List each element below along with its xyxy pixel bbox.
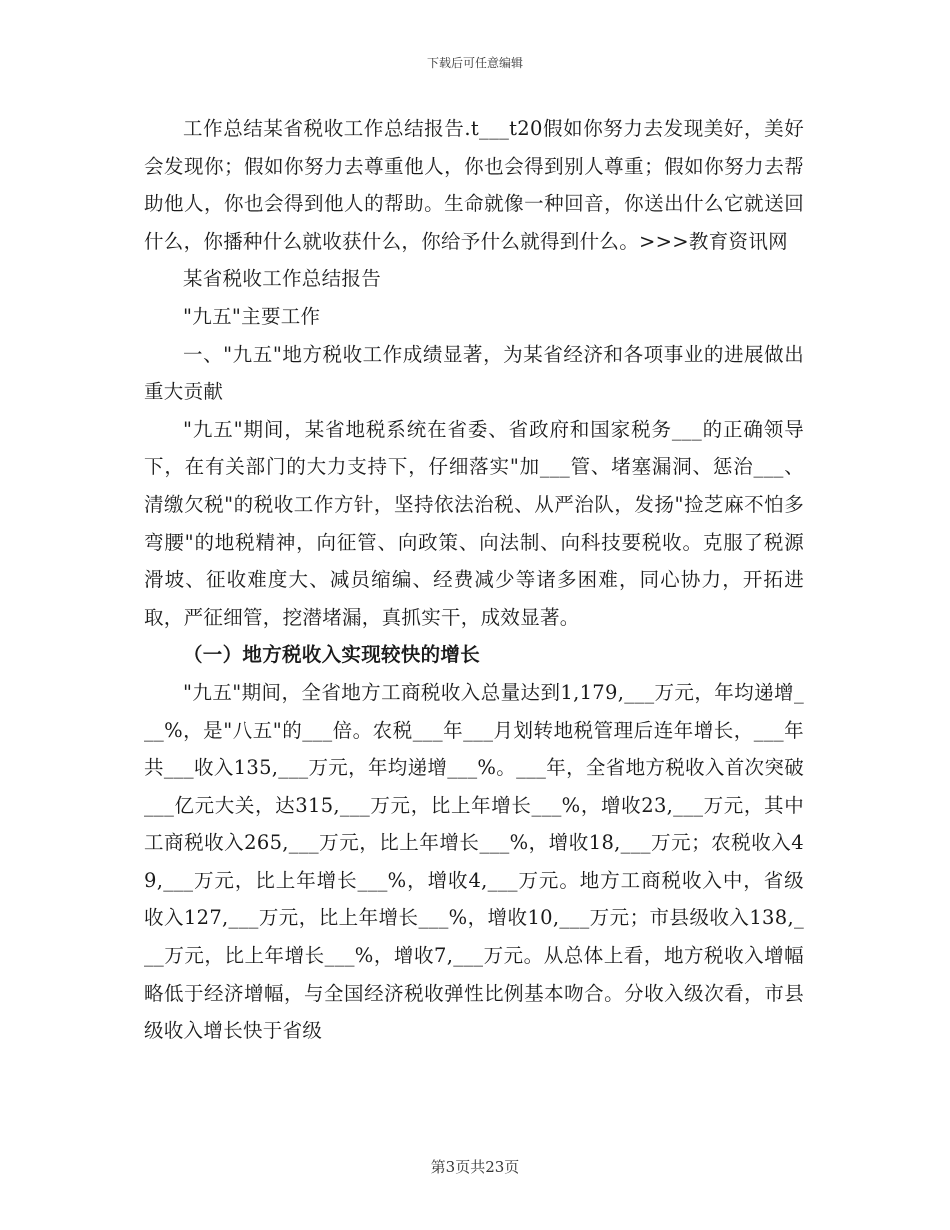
intro-paragraph: 工作总结某省税收工作总结报告.t___t20假如你努力去发现美好，美好会发现你；假如你努力去尊重他人，你也会得到别人尊重；假如你努力去帮助他人，你也会得到他人的帮助。生命就像一种回音，你送出什么它就送回什么，你播种什么就收获什么，你给予什么就得到什么。>>>教育资讯网 xyxy=(144,117,804,253)
page-number: 第3页共23页 xyxy=(430,1158,520,1176)
section-title-main-work: "九五"主要工作 xyxy=(183,304,321,328)
section-heading-achievements: 一、"九五"地方税收工作成绩显著，为某省经济和各项事业的进展做出重大贡献 xyxy=(144,342,804,404)
revenue-paragraph: "九五"期间，全省地方工商税收入总量达到1,179,___万元，年均递增___%，是"八五"的___倍。农税___年___月划转地税管理后连年增长，___年共___收入135,___万元，年均递增___%。___年，全省地方税收入首次突破___亿元大关，达315,___万元，比上年增长___%，增收23,___万元，其中工商税收入265,___万元，比上年增长___%，增收18,___万元；农税收入49,___万元，比上年增长___%，增收4,___万元。地方工商税收入中，省级收入127,___万元，比上年增长___%，增收10,___万元；市县级收入138,___万元，比上年增长___%，增收7,___万元。从总体上看，地方税收入增幅略低于经济增幅，与全国经济税收弹性比例基本吻合。分收入级次看，市县级收入增长快于省级 xyxy=(144,680,804,1043)
subsection-heading-revenue-growth: （一）地方税收入实现较快的增长 xyxy=(183,643,481,667)
achievements-paragraph: "九五"期间，某省地税系统在省委、省政府和国家税务___的正确领导下，在有关部门的大力支持下，仔细落实"加___管、堵塞漏洞、惩治___、清缴欠税"的税收工作方针，坚持依法治税、从严治队，发扬"捡芝麻不怕多弯腰"的地税精神，向征管、向政策、向法制、向科技要税收。克服了税源滑坡、征收难度大、减员缩编、经费减少等诸多困难，同心协力，开拓进取，严征细管，挖潜堵漏，真抓实干，成效显著。 xyxy=(144,417,804,629)
document-body xyxy=(144,110,804,1050)
report-title: 某省税收工作总结报告 xyxy=(183,267,382,291)
page-header-note: 下载后可任意编辑 xyxy=(426,56,523,70)
